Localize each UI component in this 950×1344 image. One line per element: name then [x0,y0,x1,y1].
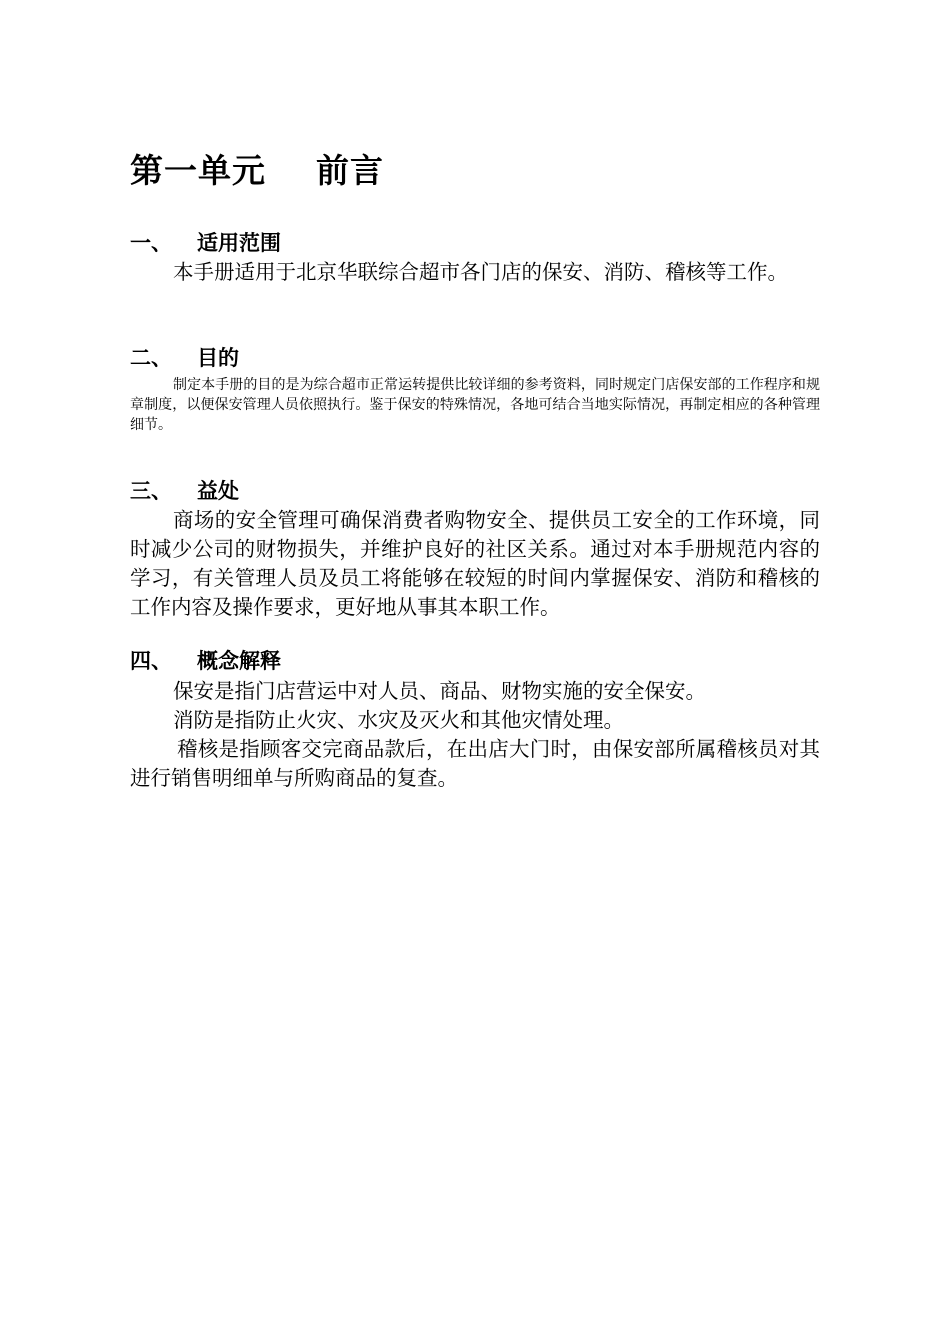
definition-text: 是指顾客交完商品款后，在出店大门时，由保安部所属稽核员对其进行销售明细单与所购商品的复查。 [130,737,820,790]
section-body-scope: 本手册适用于北京华联综合超市各门店的保安、消防、稽核等工作。 [173,260,788,284]
definition-text: 是指门店营运中对人员、商品、财物实施的安全保安。 [214,679,706,703]
section-heading-purpose [130,344,239,372]
section-heading-benefits [130,477,239,505]
definition-term: 消防 [173,708,214,732]
section-title: 益处 [197,479,239,503]
section-body-benefits: 商场的安全管理可确保消费者购物安全、提供员工安全的工作环境，同时减少公司的财物损失，并维护良好的社区关系。通过对本手册规范内容的学习，有关管理人员及员工将能够在较短的时间内掌握保安、消防和稽核的工作内容及操作要求，更好地从事其本职工作。 [130,508,820,619]
section-heading-scope [130,229,281,257]
section-number: 一、 [130,231,172,255]
section-title: 目的 [197,346,239,370]
chapter-title: 第一单元 前言 [130,151,384,190]
definition-audit [130,735,820,793]
definition-term: 稽核 [177,737,219,761]
section-title: 概念解释 [197,649,281,673]
definition-fire-control [130,706,820,735]
definition-term: 保安 [173,679,214,703]
section-number: 四、 [130,649,172,673]
section-number: 二、 [130,346,172,370]
section-number: 三、 [130,479,172,503]
section-heading-concepts [130,647,281,675]
section-title: 适用范围 [197,231,281,255]
definition-security [130,677,820,706]
definition-text: 是指防止火灾、水灾及灭火和其他灾情处理。 [214,708,624,732]
section-body-purpose: 制定本手册的目的是为综合超市正常运转提供比较详细的参考资料，同时规定门店保安部的工作程序和规章制度，以便保安管理人员依照执行。鉴于保安的特殊情况，各地可结合当地实际情况，再制定相应的各种管理细节。 [130,377,820,433]
